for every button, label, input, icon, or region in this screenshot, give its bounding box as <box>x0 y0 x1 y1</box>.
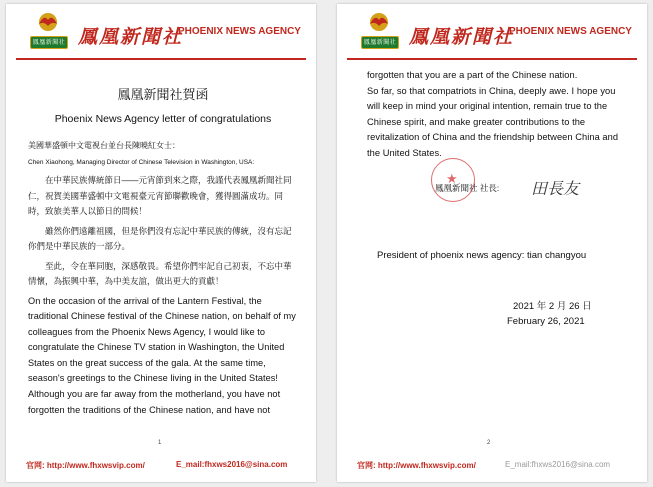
paragraph-en-1: forgotten that you are a part of the Chinese nation. <box>367 70 578 80</box>
page-number: 1 <box>158 440 162 446</box>
header-divider <box>347 58 637 60</box>
letter-body <box>28 68 298 418</box>
brand-name-en: PHOENIX NEWS AGENCY <box>509 26 632 37</box>
paragraph-cn-2: 雖然你們遠離祖國，但是你們沒有忘記中華民族的傳統，沒有忘記你們是中華民族的一部分。 <box>28 225 292 251</box>
date-en: February 26, 2021 <box>507 316 585 327</box>
recipient-en: Chen Xiaohong, Managing Director of Chinese Television in Washington, USA: <box>28 159 255 166</box>
letter-body <box>367 68 627 162</box>
title-en: Phoenix News Agency letter of congratulations <box>54 113 272 125</box>
brand-name-cn: 鳳凰新聞社 <box>409 26 515 48</box>
paragraph-cn-1: 在中華民族傳統節日——元宵節到來之際，我謹代表鳳凰新聞社同仁，祝賀美國華盛頓中文電視臺元宵節聯歡晚會，獲得圓滿成功。同時，致旅美華人以節日的問候！ <box>28 175 292 216</box>
footer-website-link[interactable]: 官网: http://www.fhxwsvip.com/ <box>26 461 145 470</box>
signature-block <box>421 172 631 208</box>
seal-text: 鳳凰新聞社 <box>363 39 397 46</box>
paragraph-en: On the occasion of the arrival of the Lantern Festival, the traditional Chinese festival of the Chinese nation, on behalf of my colleagues from the Phoenix News Agency, I would like to congratulate the Chinese TV station in Washington, the United States on the great success of the gala. At the same time, season's greetings to the Chinese living in the United States! Although you are far away from the motherland, you have not forgotten the traditions of the Chinese nation, and have not <box>28 295 296 415</box>
official-seal-stamp-icon <box>431 158 475 202</box>
letterhead <box>6 4 316 64</box>
page-number: 2 <box>487 440 491 446</box>
logo-seal-band <box>30 36 68 49</box>
signature-label-cn: 鳳凰新聞社 社長: <box>435 183 500 193</box>
letter-page-2 <box>337 4 647 482</box>
recipient-cn: 美國華盛頓中文電視台並台長陳曉紅女士： <box>28 141 180 150</box>
footer-email-link[interactable]: E_mail:fhxws2016@sina.com <box>505 460 611 469</box>
brand-name-en: PHOENIX NEWS AGENCY <box>178 26 301 37</box>
footer-email-link[interactable]: E_mail:fhxws2016@sina.com <box>176 460 288 469</box>
letterhead <box>337 4 647 64</box>
header-divider <box>16 58 306 60</box>
seal-text: 鳳凰新聞社 <box>32 39 66 46</box>
star-icon: ★ <box>446 171 458 186</box>
letter-page-1 <box>6 4 316 482</box>
president-line: President of phoenix news agency: tian changyou <box>377 250 587 261</box>
handwritten-signature: 田長友 <box>531 179 580 198</box>
paragraph-cn-3: 至此，令在華同胞，深感敬畏。希望你們牢記自己初衷，不忘中華情懷，為振興中華，為中美友誼，做出更大的貢獻！ <box>28 260 292 286</box>
title-cn: 鳳凰新聞社賀函 <box>117 87 209 102</box>
logo-seal-band <box>361 36 399 49</box>
date-cn: 2021 年 2 月 26 日 <box>513 301 592 312</box>
phoenix-logo-icon <box>28 12 68 52</box>
paragraph-en-2: So far, so that compatriots in China, deeply awe. I hope you will keep in mind your original intention, remain true to the Chinese spirit, and make greater contributions to the revitalization of China and the friendship between China and the United States. <box>367 85 619 158</box>
phoenix-logo-icon <box>359 12 399 52</box>
brand-name-cn: 鳳凰新聞社 <box>78 26 184 48</box>
footer-website-link[interactable]: 官网: http://www.fhxwsvip.com/ <box>357 461 476 470</box>
